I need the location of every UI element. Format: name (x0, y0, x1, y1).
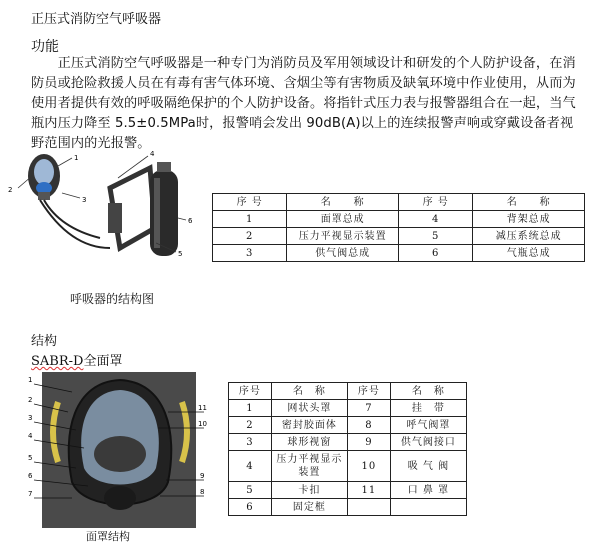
figure1-caption: 呼吸器的结构图 (70, 292, 155, 306)
table-cell: 4 (229, 451, 272, 482)
table-row (213, 211, 585, 228)
structure-heading: 结构 (31, 334, 58, 349)
callout-5: 5 (178, 250, 183, 258)
column-header: 序 号 (213, 194, 287, 211)
table-cell: 背架总成 (473, 211, 585, 228)
table-cell: 气瓶总成 (473, 245, 585, 262)
apparatus-parts-table (212, 193, 585, 262)
callout-right: 10 (198, 420, 207, 428)
callout-2: 2 (8, 186, 13, 194)
table-cell: 5 (398, 228, 472, 245)
callout-left: 2 (28, 396, 33, 404)
table-cell: 1 (213, 211, 287, 228)
function-paragraph (31, 54, 583, 154)
table-row (229, 434, 467, 451)
table-cell (347, 499, 390, 516)
air-cylinder-drawing (150, 162, 178, 256)
callout-left: 5 (28, 454, 33, 462)
table-cell: 卡扣 (271, 482, 347, 499)
face-mask-drawing (28, 154, 60, 200)
table-cell: 4 (398, 211, 472, 228)
callout-left: 7 (28, 490, 33, 498)
callout-right: 11 (198, 404, 207, 412)
figure2-caption: 面罩结构 (86, 530, 130, 543)
table-row (229, 451, 467, 482)
table-row (229, 482, 467, 499)
column-header: 名 称 (287, 194, 399, 211)
callout-left: 3 (28, 414, 33, 422)
table-cell: 压力平视显示装置 (287, 228, 399, 245)
callout-3: 3 (82, 196, 87, 204)
table-row (229, 400, 467, 417)
document-title: 正压式消防空气呼吸器 (31, 12, 162, 27)
table-row (213, 228, 585, 245)
table-cell: 3 (229, 434, 272, 451)
table-cell (390, 499, 466, 516)
sabr-model: SABR-D (31, 354, 84, 369)
table-header-row (229, 383, 467, 400)
table-cell: 球形视窗 (271, 434, 347, 451)
function-heading: 功能 (31, 39, 59, 55)
table-cell: 吸 气 阀 (390, 451, 466, 482)
callout-left: 6 (28, 472, 33, 480)
table-cell: 固定框 (271, 499, 347, 516)
column-header: 序 号 (398, 194, 472, 211)
table-cell: 2 (213, 228, 287, 245)
sabr-suffix: 全面罩 (83, 354, 123, 369)
table-cell: 11 (347, 482, 390, 499)
column-header: 名 称 (390, 383, 466, 400)
mask-parts-table (228, 382, 467, 516)
callout-left: 1 (28, 376, 33, 384)
callout-6: 6 (188, 217, 193, 225)
table-cell: 面罩总成 (287, 211, 399, 228)
apparatus-structure-figure (0, 148, 210, 288)
column-header: 名 称 (473, 194, 585, 211)
callout-4: 4 (150, 150, 155, 158)
table-cell: 5 (229, 482, 272, 499)
table-row (229, 499, 467, 516)
paragraph-text: 正压式消防空气呼吸器是一种专门为消防员及军用领域设计和研发的个人防护设备，在消防员或抢险救援人员在有毒有害气体环境、含烟尘等有害物质及缺氧环境中作业使用，从而为使用者提供有效的呼吸隔绝保护的个人防护设备。将指针式压力表与报警器组合在一起，当气瓶内压力降至 5.5±0.5MPa时，报警哨会发出 90dB(A)以上的连续报警声响或穿戴设备者视野范围内的光报警。 (31, 56, 576, 151)
table-cell: 10 (347, 451, 390, 482)
callout-left: 4 (28, 432, 33, 440)
paragraph-indent (31, 56, 58, 71)
table-header-row (213, 194, 585, 211)
table-cell: 8 (347, 417, 390, 434)
table-cell: 压力平视显示装置 (271, 451, 347, 482)
column-header: 序号 (229, 383, 272, 400)
table-cell: 1 (229, 400, 272, 417)
callout-right: 9 (200, 472, 205, 480)
table-cell: 网状头罩 (271, 400, 347, 417)
table-row (229, 417, 467, 434)
table-cell: 挂 带 (390, 400, 466, 417)
column-header: 名 称 (271, 383, 347, 400)
table-cell: 口 鼻 罩 (390, 482, 466, 499)
table-cell: 6 (229, 499, 272, 516)
table-cell: 3 (213, 245, 287, 262)
table-row (213, 245, 585, 262)
table-cell: 供气阀总成 (287, 245, 399, 262)
face-mask-structure-figure (28, 372, 210, 528)
hose-line (44, 200, 100, 238)
table-cell: 6 (398, 245, 472, 262)
table-cell: 呼气阀罩 (390, 417, 466, 434)
column-header: 序号 (347, 383, 390, 400)
table-cell: 减压系统总成 (473, 228, 585, 245)
callout-right: 8 (200, 488, 205, 496)
table-cell: 密封胶面体 (271, 417, 347, 434)
hose-line (40, 200, 110, 248)
sabr-heading (31, 350, 122, 369)
table-cell: 9 (347, 434, 390, 451)
table-cell: 供气阀接口 (390, 434, 466, 451)
backpack-frame-drawing (108, 168, 155, 248)
callout-1: 1 (74, 154, 79, 162)
table-cell: 2 (229, 417, 272, 434)
table-cell: 7 (347, 400, 390, 417)
